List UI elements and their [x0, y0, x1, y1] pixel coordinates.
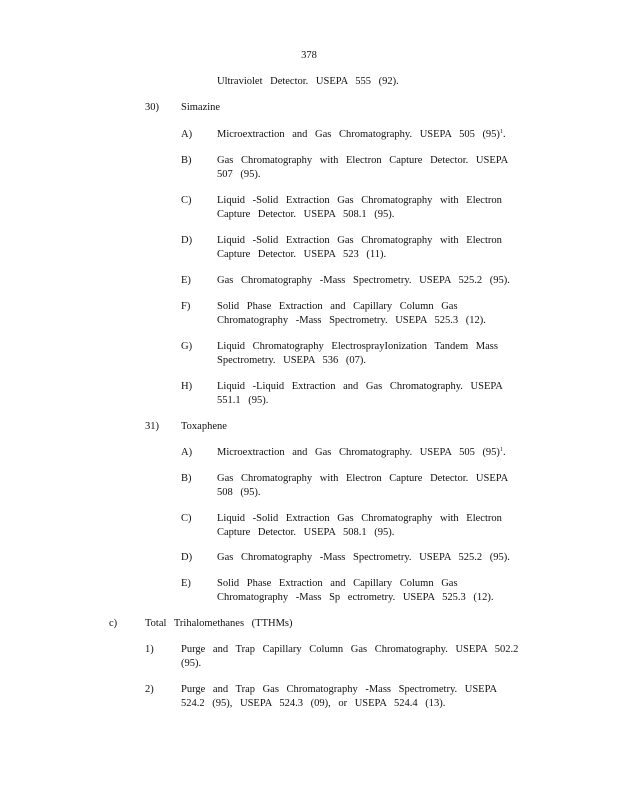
item-label: C)	[181, 195, 192, 206]
list-item: Solid Phase Extraction and Capillary Column Gas Chromatography -Mass Sp ectrometry. USEPA 525.3 (12).	[217, 578, 494, 603]
list-item: Gas Chromatography -Mass Spectrometry. USEPA 525.2 (95).	[217, 552, 510, 563]
list-item: Liquid -Solid Extraction Gas Chromatography with Electron Capture Detector. USEPA 523 (11).	[217, 235, 502, 260]
item-text: Microextraction and Gas Chromatography. USEPA 505 (95)	[217, 129, 500, 140]
list-item: Purge and Trap Capillary Column Gas Chromatography. USEPA 502.2 (95).	[181, 644, 519, 669]
list-item: Purge and Trap Gas Chromatography -Mass Spectrometry. USEPA 524.2 (95), USEPA 524.3 (09), or USEPA 524.4 (13).	[181, 684, 497, 709]
item-label: A)	[181, 447, 193, 458]
item-tail: .	[502, 447, 506, 458]
section-31-title: Toxaphene	[181, 421, 227, 432]
item-label: A)	[181, 129, 193, 140]
item-label: B)	[181, 155, 192, 166]
footnote-marker: 1	[499, 129, 503, 135]
list-item	[217, 446, 517, 460]
footnote-marker: 1	[499, 447, 503, 453]
list-item: Gas Chromatography with Electron Capture Detector. USEPA 507 (95).	[217, 155, 508, 180]
item-label: E)	[181, 578, 191, 589]
item-label: G)	[181, 341, 193, 352]
item-label: H)	[181, 381, 193, 392]
item-label: 1)	[145, 644, 154, 655]
list-item: Liquid -Solid Extraction Gas Chromatography with Electron Capture Detector. USEPA 508.1 (95).	[217, 195, 502, 220]
item-label: D)	[181, 552, 193, 563]
item-label: 2)	[145, 684, 154, 695]
item-label: C)	[181, 513, 192, 524]
section-30-title: Simazine	[181, 102, 221, 113]
item-label: D)	[181, 235, 193, 246]
page-number: 378	[301, 50, 317, 61]
list-item: Liquid -Solid Extraction Gas Chromatography with Electron Capture Detector. USEPA 508.1 (95).	[217, 513, 502, 538]
list-item: Solid Phase Extraction and Capillary Column Gas Chromatography -Mass Spectrometry. USEPA 525.3 (12).	[217, 301, 486, 326]
list-item: Liquid Chromatography ElectrosprayIonization Tandem Mass Spectrometry. USEPA 536 (07).	[217, 341, 498, 366]
item-label: E)	[181, 275, 191, 286]
list-item: Gas Chromatography with Electron Capture Detector. USEPA 508 (95).	[217, 473, 508, 498]
continuation-line: Ultraviolet Detector. USEPA 555 (92).	[217, 76, 399, 87]
item-label: F)	[181, 301, 191, 312]
section-31-number: 31)	[145, 421, 159, 432]
list-item: Liquid -Liquid Extraction and Gas Chromatography. USEPA 551.1 (95).	[217, 381, 503, 406]
item-label: B)	[181, 473, 192, 484]
list-item: Gas Chromatography -Mass Spectrometry. USEPA 525.2 (95).	[217, 275, 510, 286]
item-text: Microextraction and Gas Chromatography. USEPA 505 (95)	[217, 447, 500, 458]
section-c-title: Total Trihalomethanes (TTHMs)	[145, 618, 293, 629]
list-item	[217, 128, 517, 142]
section-30-number: 30)	[145, 102, 159, 113]
section-c-label: c)	[109, 618, 118, 629]
item-tail: .	[502, 129, 506, 140]
